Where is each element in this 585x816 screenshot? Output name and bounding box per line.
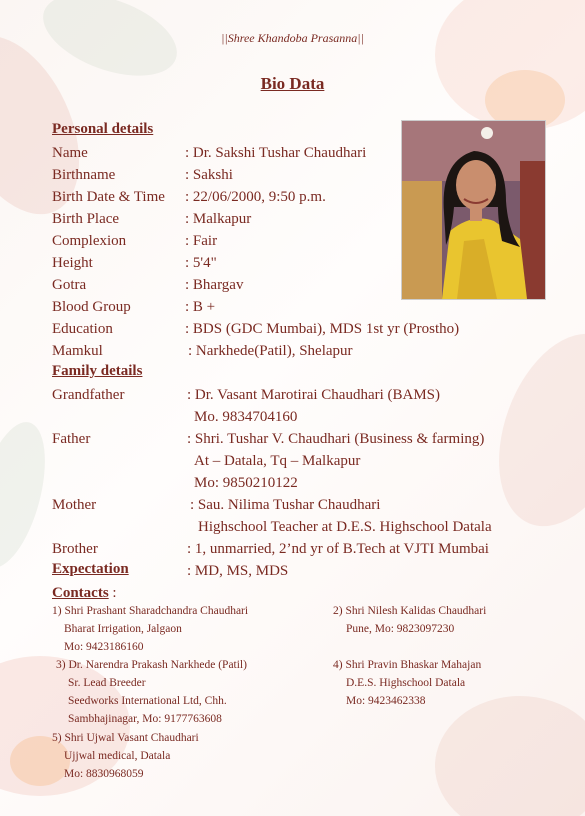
grandfather-name: : Dr. Vasant Marotirai Chaudhari (BAMS) [187,387,441,403]
personal-details-heading: Personal details [52,121,154,137]
contact-3-name: 3) Dr. Narendra Prakash Narkhede (Patil) [56,659,247,671]
father-address: At – Datala, Tq – Malkapur [194,453,361,469]
personal-row-label: Birth Place [52,211,120,227]
contacts-heading-line [52,582,117,604]
personal-row-label: Gotra [52,277,87,293]
personal-row-label: Birth Date & Time [52,189,165,205]
contacts-colon: : [108,585,117,601]
personal-row-value: : 5'4" [185,255,217,271]
portrait-illustration [402,121,545,299]
contact-5-mobile: Mo: 8830968059 [64,768,144,780]
personal-row-value: : Sakshi [185,167,233,183]
personal-row-label: Height [52,255,93,271]
contact-5-line2: Ujjwal medical, Datala [64,750,171,762]
leaf-decoration [0,415,58,575]
personal-row-value: : Bhargav [185,277,244,293]
brother-value: : 1, unmarried, 2’nd yr of B.Tech at VJTI Mumbai [187,541,489,557]
contact-3-line4: Sambhajinagar, Mo: 9177763608 [68,713,222,725]
expectation-value: : MD, MS, MDS [187,563,289,579]
mother-occupation: Highschool Teacher at D.E.S. Highschool Datala [198,519,492,535]
contact-4-name: 4) Shri Pravin Bhaskar Mahajan [333,659,482,671]
personal-row-label: Complexion [52,233,127,249]
mother-label: Mother [52,497,97,513]
flower-decoration [474,316,585,545]
personal-row-value: : Narkhede(Patil), Shelapur [188,343,353,359]
contact-4-line2: D.E.S. Highschool Datala [346,677,466,689]
expectation-heading: Expectation [52,561,129,577]
contact-2-name: 2) Shri Nilesh Kalidas Chaudhari [333,605,487,617]
grandfather-label: Grandfather [52,387,125,403]
personal-row-label: Mamkul [52,343,103,359]
contact-4-mobile: Mo: 9423462338 [346,695,426,707]
contact-1-name: 1) Shri Prashant Sharadchandra Chaudhari [52,605,249,617]
personal-row-label: Blood Group [52,299,131,315]
father-label: Father [52,431,91,447]
father-name: : Shri. Tushar V. Chaudhari (Business & farming) [187,431,485,447]
family-details-heading: Family details [52,363,143,379]
contact-3-line3: Seedworks International Ltd, Chh. [68,695,227,707]
contact-3-line2: Sr. Lead Breeder [68,677,146,689]
father-mobile: Mo: 9850210122 [194,475,298,491]
mother-name: : Sau. Nilima Tushar Chaudhari [190,497,381,513]
flower-decoration [435,696,585,816]
contact-1-line2: Bharat Irrigation, Jalgaon [64,623,182,635]
personal-row-value: : Malkapur [185,211,252,227]
blessing-line: ||Shree Khandoba Prasanna|| [221,31,364,45]
contact-5-name: 5) Shri Ujwal Vasant Chaudhari [52,732,199,744]
personal-row-label: Education [52,321,113,337]
personal-row-value: : Dr. Sakshi Tushar Chaudhari [185,145,367,161]
personal-row-value: : Fair [185,233,218,249]
contact-1-mobile: Mo: 9423186160 [64,641,144,653]
profile-photo [401,120,546,300]
personal-row-value: : BDS (GDC Mumbai), MDS 1st yr (Prostho) [185,321,460,337]
contacts-heading: Contacts [52,585,109,601]
page-title: Bio Data [260,74,325,93]
personal-row-value: : 22/06/2000, 9:50 p.m. [185,189,326,205]
personal-row-value: : B + [185,299,216,315]
brother-label: Brother [52,541,98,557]
contact-2-line2: Pune, Mo: 9823097230 [346,623,455,635]
grandfather-mobile: Mo. 9834704160 [194,409,298,425]
personal-row-label: Birthname [52,167,116,183]
personal-row-label: Name [52,145,88,161]
